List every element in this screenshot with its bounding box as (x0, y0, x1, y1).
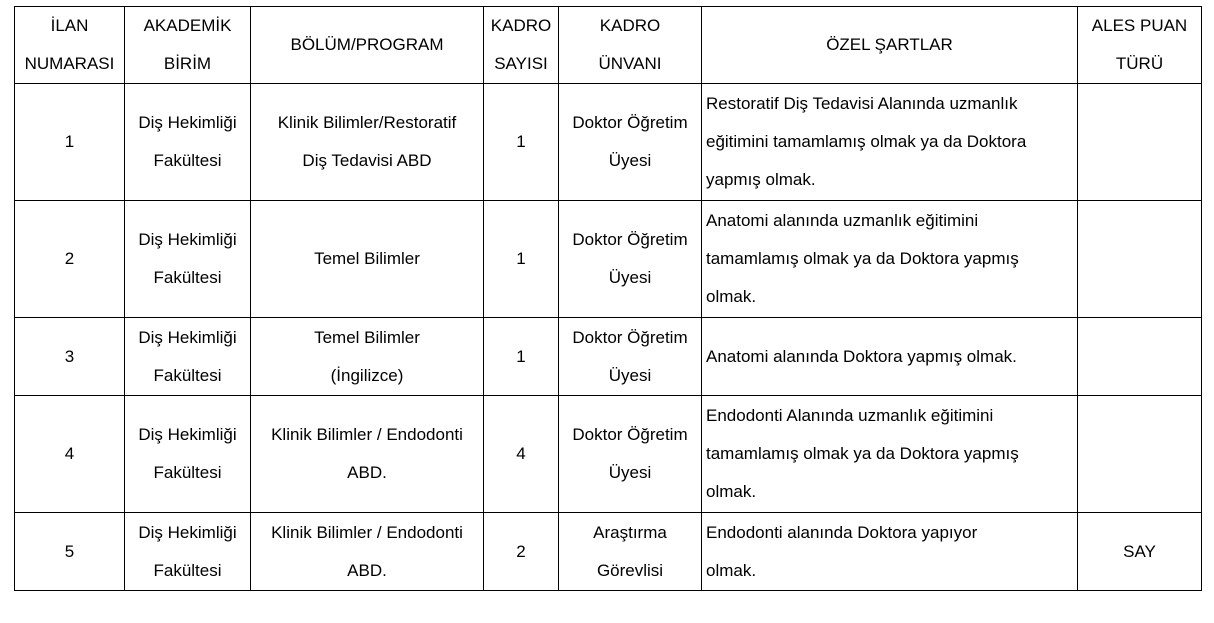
header-ozel-sartlar: ÖZEL ŞARTLAR (702, 7, 1078, 84)
table-row (15, 318, 1202, 396)
table-row (15, 84, 1202, 201)
cell-ilan-no: 3 (15, 318, 125, 396)
cell-unvan: Doktor Öğretim Üyesi (559, 318, 702, 396)
cell-bolum: Klinik Bilimler/Restoratif Diş Tedavisi ABD (251, 84, 484, 201)
cell-bolum: Klinik Bilimler / Endodonti ABD. (251, 396, 484, 513)
cell-sartlar: Endodonti alanında Doktora yapıyor olmak. (702, 513, 1078, 591)
cell-ales (1078, 84, 1202, 201)
header-kadro-sayisi: KADRO SAYISI (484, 7, 559, 84)
cell-sartlar: Endodonti Alanında uzmanlık eğitimini tamamlamış olmak ya da Doktora yapmış olmak. (702, 396, 1078, 513)
cell-birim: Diş Hekimliği Fakültesi (125, 201, 251, 318)
cell-sartlar: Anatomi alanında uzmanlık eğitimini tamamlamış olmak ya da Doktora yapmış olmak. (702, 201, 1078, 318)
cell-ales: SAY (1078, 513, 1202, 591)
cell-ilan-no: 1 (15, 84, 125, 201)
cell-bolum: Temel Bilimler (251, 201, 484, 318)
cell-bolum: Klinik Bilimler / Endodonti ABD. (251, 513, 484, 591)
cell-birim: Diş Hekimliği Fakültesi (125, 318, 251, 396)
cell-sayi: 4 (484, 396, 559, 513)
header-kadro-unvani: KADRO ÜNVANI (559, 7, 702, 84)
header-row (15, 7, 1202, 84)
ilan-table (14, 6, 1202, 591)
cell-sartlar: Anatomi alanında Doktora yapmış olmak. (702, 318, 1078, 396)
cell-sayi: 2 (484, 513, 559, 591)
table-row (15, 513, 1202, 591)
cell-birim: Diş Hekimliği Fakültesi (125, 396, 251, 513)
header-ales-puan-turu: ALES PUAN TÜRÜ (1078, 7, 1202, 84)
cell-sayi: 1 (484, 318, 559, 396)
cell-ilan-no: 5 (15, 513, 125, 591)
cell-sartlar: Restoratif Diş Tedavisi Alanında uzmanlık eğitimini tamamlamış olmak ya da Doktora yapmış olmak. (702, 84, 1078, 201)
cell-ilan-no: 4 (15, 396, 125, 513)
header-bolum-program: BÖLÜM/PROGRAM (251, 7, 484, 84)
cell-unvan: Doktor Öğretim Üyesi (559, 201, 702, 318)
cell-ales (1078, 201, 1202, 318)
cell-sayi: 1 (484, 201, 559, 318)
cell-unvan: Araştırma Görevlisi (559, 513, 702, 591)
header-akademik-birim: AKADEMİK BİRİM (125, 7, 251, 84)
cell-unvan: Doktor Öğretim Üyesi (559, 396, 702, 513)
cell-sayi: 1 (484, 84, 559, 201)
table-row (15, 201, 1202, 318)
cell-ilan-no: 2 (15, 201, 125, 318)
cell-ales (1078, 396, 1202, 513)
cell-ales (1078, 318, 1202, 396)
cell-birim: Diş Hekimliği Fakültesi (125, 513, 251, 591)
table-row (15, 396, 1202, 513)
cell-bolum: Temel Bilimler (İngilizce) (251, 318, 484, 396)
header-ilan-numarasi: İLAN NUMARASI (15, 7, 125, 84)
cell-birim: Diş Hekimliği Fakültesi (125, 84, 251, 201)
cell-unvan: Doktor Öğretim Üyesi (559, 84, 702, 201)
